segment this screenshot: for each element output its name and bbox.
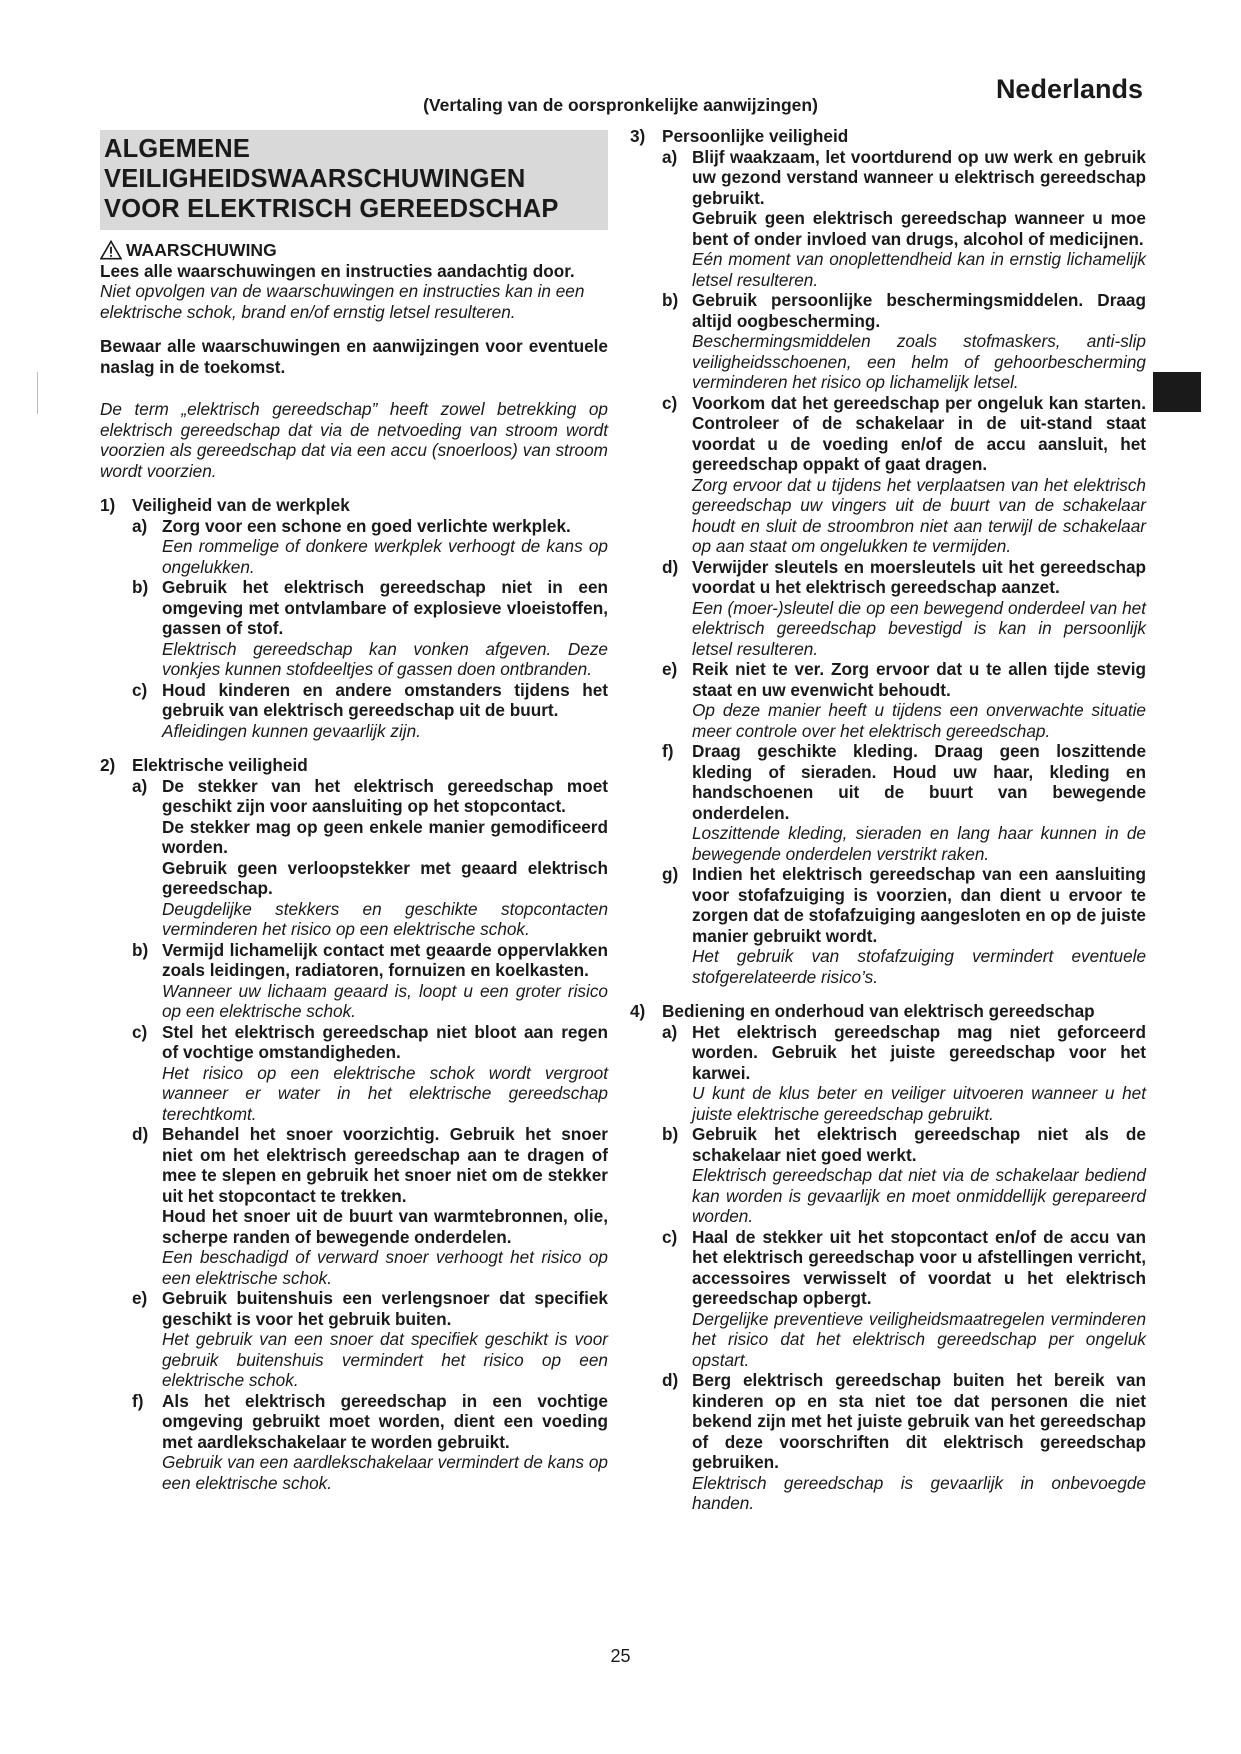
section-3-heading: 3) Persoonlijke veiligheid (630, 126, 849, 146)
list-item: a) De stekker van het elektrisch gereedschap moet geschikt zijn voor aansluiting op het stopcontact. De stekker mag op geen enkele manier gemodificeerd worden. Gebruik geen verloopstekker met geaard elektrisch gereedschap. Deugdelijke stekkers en geschikte stopcontacten verminderen het risico op een elektrische schok. (132, 775, 608, 939)
list-item: g) Indien het elektrisch gereedschap van een aansluiting voor stofafzuiging is voorzien, dan dient u ervoor te zorgen dat de stofafzuiging aangesloten en op de juiste manier gebruikt wordt. Het gebruik van stofafzuiging vermindert eventuele stofgerelateerde risico’s. (662, 864, 1146, 987)
section-2-heading: 2) Elektrische veiligheid (100, 755, 308, 775)
list-item: f) Als het elektrisch gereedschap in een vochtige omgeving gebruikt moet worden, dient een voeding met aardlekschakelaar te worden gebruikt. Gebruik van een aardlekschakelaar vermindert de kans op een elektrische schok. (132, 1390, 608, 1493)
list-item: d) Behandel het snoer voorzichtig. Gebruik het snoer niet om het elektrisch gereedschap aan te dragen of mee te slepen en gebruik het snoer niet om de stekker uit het stopcontact te trekken. Houd het snoer uit de buurt van warmtebronnen, olie, scherpe randen of bewegende onderdelen. Een beschadigd of verward snoer verhoogt het risico op een elektrische schok. (132, 1124, 608, 1288)
list-item: b) Gebruik persoonlijke beschermingsmiddelen. Draag altijd oogbescherming. Beschermingsmiddelen zoals stofmaskers, anti-slip veiligheidsschoenen, een helm of gehoorbescherming verminderen het risico op lichamelijk letsel. (662, 290, 1146, 392)
warning-heading (100, 240, 608, 261)
list-item: e) Gebruik buitenshuis een verlengsnoer dat specifiek geschikt is voor het gebruik buiten. Het gebruik van een snoer dat specifiek geschikt is voor gebruik buitenshuis vermindert het risico op een elektrische schok. (132, 1288, 608, 1390)
keep-instructions: Bewaar alle waarschuwingen en aanwijzingen voor eventuele naslag in de toekomst. (100, 336, 608, 377)
list-item: b) Vermijd lichamelijk contact met geaarde oppervlakken zoals leidingen, radiatoren, fornuizen en koelkasten. Wanneer uw lichaam geaard is, loopt u een groter risico op een elektrische schok. (132, 939, 608, 1021)
right-column (630, 126, 1146, 1514)
term-definition: De term „elektrisch gereedschap” heeft zowel betrekking op elektrisch gereedschap dat via de netvoeding van stroom wordt voorzien als gereedschap dat via een accu (snoerloos) van stroom wordt voorzien. (100, 399, 608, 481)
list-item: e) Reik niet te ver. Zorg ervoor dat u te allen tijde stevig staat en uw evenwicht behoudt. Op deze manier heeft u tijdens een onverwachte situatie meer controle over het elektrisch gereedschap. (662, 659, 1146, 741)
list-item: f) Draag geschikte kleding. Draag geen loszittende kleding of sieraden. Houd uw haar, kleding en handschoenen uit de buurt van bewegende onderdelen. Loszittende kleding, sieraden en lang haar kunnen in de bewegende onderdelen verstrikt raken. (662, 741, 1146, 864)
warning-italic: Niet opvolgen van de waarschuwingen en instructies kan in een elektrische schok, brand en/of ernstig letsel resulteren. (100, 281, 585, 322)
margin-rule (37, 372, 38, 414)
section-4-heading: 4) Bediening en onderhoud van elektrisch gereedschap (630, 1001, 1095, 1021)
left-column (100, 130, 608, 1493)
page-number: 25 (610, 1646, 631, 1666)
list-item: c) Houd kinderen en andere omstanders tijdens het gebruik van elektrisch gereedschap uit de buurt. Afleidingen kunnen gevaarlijk zijn. (132, 679, 608, 741)
list-item: d) Verwijder sleutels en moersleutels uit het gereedschap voordat u het elektrisch gereedschap aanzet. Een (moer-)sleutel die op een bewegend onderdeel van het elektrisch gereedschap bevestigd is kan in persoonlijk letsel resulteren. (662, 556, 1146, 659)
list-item: c) Stel het elektrisch gereedschap niet bloot aan regen of vochtige omstandigheden. Het risico op een elektrische schok wordt vergroot wanneer er water in het elektrische gereedschap terechtkomt. (132, 1021, 608, 1124)
page-subtitle: (Vertaling van de oorspronkelijke aanwijzingen) (423, 95, 818, 115)
language-label: Nederlands (995, 74, 1143, 104)
warning-bold: Lees alle waarschuwingen en instructies aandachtig door. (100, 260, 575, 281)
list-item: a) Het elektrisch gereedschap mag niet geforceerd worden. Gebruik het juiste gereedschap voor het karwei. U kunt de klus beter en veiliger uitvoeren wanneer u het juiste elektrische gereedschap gebruikt. (662, 1021, 1146, 1124)
section-1-heading: 1) Veiligheid van de werkplek (100, 495, 350, 515)
list-item: b) Gebruik het elektrisch gereedschap niet als de schakelaar niet goed werkt. Elektrisch gereedschap dat niet via de schakelaar bediend kan worden is gevaarlijk en moet onmiddellijk gerepareerd worden. (662, 1124, 1146, 1226)
list-item: a) Zorg voor een schone en goed verlichte werkplek. Een rommelige of donkere werkplek verhoogt de kans op ongelukken. (132, 515, 608, 577)
list-item: d) Berg elektrisch gereedschap buiten het bereik van kinderen op en sta niet toe dat personen die niet bekend zijn met het juiste gebruik van het gereedschap of deze voorschriften dit elektrisch gereedschap gebruiken. Elektrisch gereedschap is gevaarlijk in onbevoegde handen. (662, 1370, 1146, 1513)
list-item: b) Gebruik het elektrisch gereedschap niet in een omgeving met ontvlambare of explosieve vloeistoffen, gassen of stof. Elektrisch gereedschap kan vonken afgeven. Deze vonkjes kunnen stofdeeltjes of gassen doen ontbranden. (132, 577, 608, 679)
section-title: ALGEMENE VEILIGHEIDSWAARSCHUWINGEN VOOR ELEKTRISCH GEREEDSCHAP (100, 130, 608, 230)
list-item: c) Haal de stekker uit het stopcontact en/of de accu van het elektrisch gereedschap voor u afstellingen verricht, accessoires verwisselt of voordat u het elektrisch gereedschap opbergt. Dergelijke preventieve veiligheidsmaatregelen verminderen het risico dat het elektrisch gereedschap per ongeluk opstart. (662, 1226, 1146, 1370)
warning-label: WAARSCHUWING (126, 240, 277, 260)
list-item: c) Voorkom dat het gereedschap per ongeluk kan starten. Controleer of de schakelaar in de uit-stand staat voordat u de voeding en/of de accu aansluit, het gereedschap oppakt of gaat dragen. Zorg ervoor dat u tijdens het verplaatsen van het elektrisch gereedschap uw vingers uit de buurt van de schakelaar houdt en sluit de stroombron niet aan terwijl de schakelaar op aan staat om ongelukken te vermijden. (662, 392, 1146, 556)
list-item: a) Blijf waakzaam, let voortdurend op uw werk en gebruik uw gezond verstand wanneer u elektrisch gereedschap gebruikt. Gebruik geen elektrisch gereedschap wanneer u moe bent of onder invloed van drugs, alcohol of medicijnen. Eén moment van onoplettendheid kan in ernstig lichamelijk letsel resulteren. (662, 146, 1146, 290)
warning-triangle-icon (100, 240, 122, 260)
section-tab-marker (1153, 372, 1201, 412)
